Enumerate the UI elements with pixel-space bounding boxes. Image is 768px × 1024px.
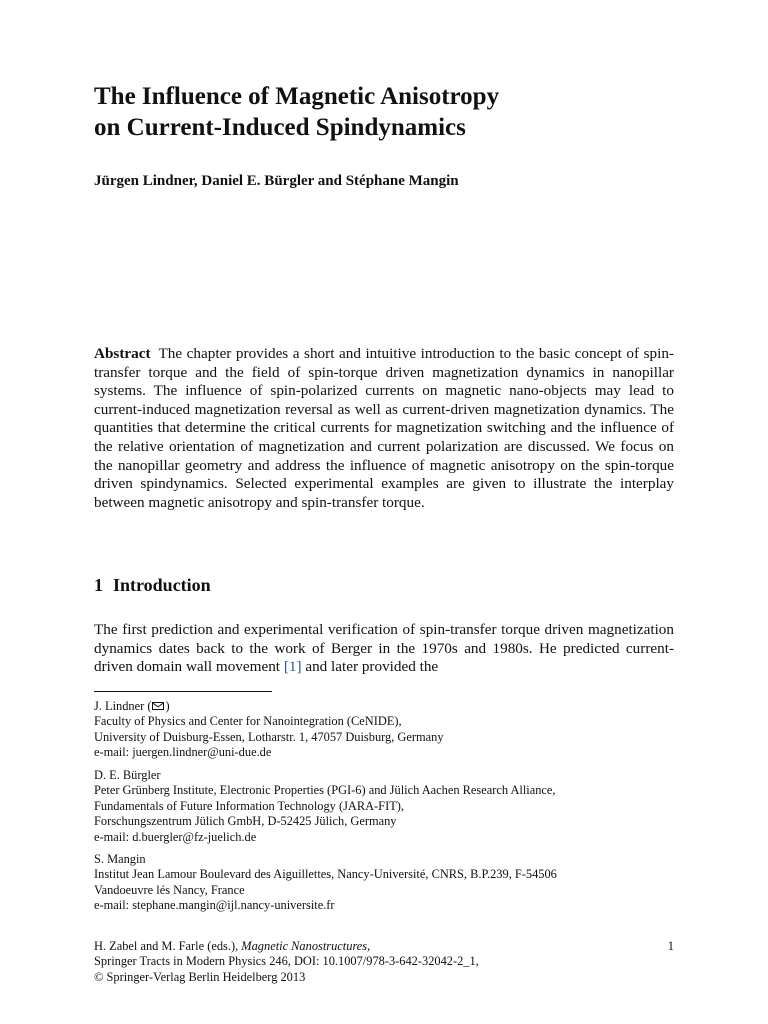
intro-text-part-2: and later provided the	[305, 658, 439, 676]
publication-series: Springer Tracts in Modern Physics 246, DOI: 10.1007/978-3-642-32042-2_1,	[94, 954, 479, 969]
footnote-mangin-affiliation-2: Vandoeuvre lés Nancy, France	[94, 882, 245, 897]
footnote-buergler-affiliation-2: Fundamentals of Future Information Technology (JARA-FIT),	[94, 798, 404, 813]
footnote-lindner-affiliation-2: University of Duisburg-Essen, Lotharstr. 1, 47057 Duisburg, Germany	[94, 729, 444, 744]
footnote-mangin-email[interactable]: e-mail: stephane.mangin@ijl.nancy-universite.fr	[94, 898, 335, 913]
author-list: Jürgen Lindner, Daniel E. Bürgler and Stéphane Mangin	[94, 173, 459, 189]
footnote-lindner-name: J. Lindner ( )	[94, 699, 170, 713]
page-number: 1	[667, 939, 674, 953]
abstract	[94, 345, 674, 512]
citation-link[interactable]: [1]	[283, 658, 302, 676]
title-line-1: The Influence of Magnetic Anisotropy	[94, 83, 500, 110]
footnote-buergler-affiliation-1: Peter Grünberg Institute, Electronic Properties (PGI-6) and Jülich Aachen Research Alliance,	[94, 783, 556, 798]
paper-title	[94, 81, 694, 143]
publication-book-title: Magnetic Nanostructures,	[241, 939, 371, 953]
publication-editors-line	[94, 939, 674, 954]
section-heading-introduction	[94, 573, 211, 597]
publication-copyright: © Springer-Verlag Berlin Heidelberg 2013	[94, 969, 306, 984]
publication-info	[94, 939, 674, 985]
introduction-paragraph	[94, 621, 674, 677]
section-number: 1	[94, 575, 103, 595]
footnote-divider	[94, 691, 272, 692]
footnote-buergler	[94, 768, 674, 845]
abstract-text: The chapter provides a short and intuitive introduction to the basic concept of spin-transfer torque and the field of spin-torque driven magnetization dynamics in nanopillar systems. The influence of spin-polarized currents on magnetic nano-objects may lead to current-induced magnetization reversal as well as current-driven magnetization dynamics. The quantities that determine the critical currents for magnetization switching and the influence of the relative orientation of magnetization and current polarization are discussed. We focus on the nanopillar geometry and address the influence of magnetic anisotropy on the spin-torque driven spindynamics. Selected experimental examples are given to illustrate the interplay between magnetic anisotropy and spin-transfer torque.	[94, 345, 674, 511]
footnote-buergler-affiliation-3: Forschungszentrum Jülich GmbH, D-52425 Jülich, Germany	[94, 814, 397, 829]
footnote-buergler-name: D. E. Bürgler	[94, 768, 161, 782]
title-line-2: on Current-Induced Spindynamics	[94, 114, 466, 141]
envelope-icon	[152, 702, 164, 710]
footnote-lindner-affiliation-1: Faculty of Physics and Center for Nanointegration (CeNIDE),	[94, 714, 402, 729]
publication-editors: H. Zabel and M. Farle (eds.),	[94, 939, 239, 953]
abstract-label: Abstract	[94, 345, 151, 362]
footnote-lindner	[94, 699, 674, 761]
footnote-mangin-affiliation-1: Institut Jean Lamour Boulevard des Aiguillettes, Nancy-Université, CNRS, B.P.239, F-54506	[94, 867, 557, 882]
intro-text-part-1: The first prediction and experimental verification of spin-transfer torque driven magnetization dynamics dates back to the work of Berger in the 1970s and 1980s. He predicted current-driven domain wall movement	[94, 621, 674, 676]
footnote-buergler-email[interactable]: e-mail: d.buergler@fz-juelich.de	[94, 829, 257, 844]
footnote-mangin-name: S. Mangin	[94, 852, 146, 866]
section-title: Introduction	[113, 575, 211, 595]
footnote-lindner-email[interactable]: e-mail: juergen.lindner@uni-due.de	[94, 745, 272, 760]
footnote-mangin	[94, 852, 674, 914]
